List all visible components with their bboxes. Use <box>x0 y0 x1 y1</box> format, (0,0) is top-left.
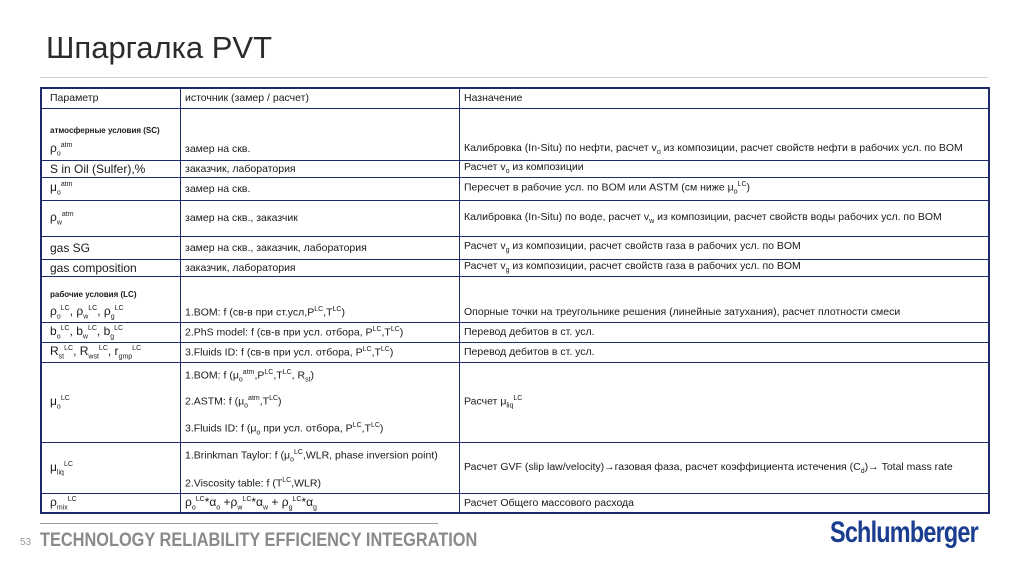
footer-slogan: TECHNOLOGY RELIABILITY EFFICIENCY INTEGRATION <box>40 530 478 551</box>
table-row <box>41 259 989 276</box>
source-cell: заказчик, лаборатория <box>181 259 460 276</box>
purpose-cell: Расчет $v_g$ из композиции, расчет свойств газа в рабочих усл. по BOM <box>460 236 990 259</box>
schlumberger-logo: Schlumberger <box>830 516 978 549</box>
source-cell: $\rho_o^{LC}*\alpha_o +\rho_w^{LC}*\alpha_w + \rho_g^{LC}*\alpha_g$ <box>181 494 460 513</box>
param-rho-mix-lc: $\rho_{mix}^{LC}$ <box>41 494 181 513</box>
title-divider <box>40 77 988 78</box>
header-purpose: Назначение <box>460 88 990 108</box>
source-cell: замер на скв. <box>181 138 460 160</box>
purpose-cell: Расчет $v_o$ из композиции <box>460 160 990 177</box>
param-r-lc: $R_{st}^{LC}$, $R_{wst}^{LC}$, $r_{gmp}^{LC}$ <box>41 342 181 362</box>
page-title: Шпаргалка PVT <box>46 30 273 65</box>
section-lc-label: рабочие условия (LC) <box>50 290 137 299</box>
section-sc-label: атмосферные условия (SC) <box>50 126 160 135</box>
param-rho-w-atm: $\rho_w^{atm}$ <box>41 200 181 236</box>
source-cell: 1.Brinkman Taylor: f ($\mu_o^{LC},WLR$, phase inversion point) 2.Viscosity table: f $(T^{LC},WLR)$ <box>181 443 460 494</box>
purpose-cell: Опорные точки на треугольнике решения (линейные затухания), расчет плотности смеси <box>460 302 990 322</box>
table-row <box>41 362 989 443</box>
table-row <box>41 302 989 322</box>
table-header-row <box>41 88 989 108</box>
purpose-cell: Калибровка (In-Situ) по нефти, расчет $v_o$ из композиции, расчет свойств нефти в рабочих усл. по BOM <box>460 138 990 160</box>
param-gas-composition: gas composition <box>41 259 181 276</box>
purpose-cell: Расчет $\mu_{liq}^{LC}$ <box>460 362 990 443</box>
header-source: источник (замер / расчет) <box>181 88 460 108</box>
source-cell: заказчик, лаборатория <box>181 160 460 177</box>
purpose-cell: Расчет GVF (slip law/velocity)→газовая фаза, расчет коэффициента истечения $(C_d)\to$ Total mass rate <box>460 443 990 494</box>
param-b-lc: $b_o^{LC}$, $b_w^{LC}$, $b_g^{LC}$ <box>41 322 181 342</box>
source-cell: замер на скв. <box>181 177 460 200</box>
footer-divider <box>40 523 438 524</box>
section-row-lc <box>41 276 989 302</box>
param-mu-o-atm: $\mu_o^{atm}$ <box>41 177 181 200</box>
table-row <box>41 494 989 513</box>
pvt-table <box>40 87 990 514</box>
table-row <box>41 138 989 160</box>
source-cell: 3.Fluids ID: f (св-в при усл. отбора, $P^{LC},T^{LC}$) <box>181 342 460 362</box>
param-rho-o-atm: $\rho_o^{atm}$ <box>41 138 181 160</box>
purpose-cell: Перевод дебитов в ст. усл. <box>460 342 990 362</box>
purpose-cell: Калибровка (In-Situ) по воде, расчет $v_w$ из композиции, расчет свойств воды рабочих усл. по BOM <box>460 200 990 236</box>
table-row <box>41 236 989 259</box>
purpose-cell: Пересчет в рабочие усл. по BOM или ASTM (см ниже $\mu_o^{LC}$) <box>460 177 990 200</box>
table-row <box>41 200 989 236</box>
param-sulfur: S in Oil (Sulfer),% <box>41 160 181 177</box>
param-mu-o-lc: $\mu_o^{LC}$ <box>41 362 181 443</box>
header-param: Параметр <box>41 88 181 108</box>
purpose-cell: Расчет Общего массового расхода <box>460 494 990 513</box>
source-cell: замер на скв., заказчик <box>181 200 460 236</box>
table-row <box>41 177 989 200</box>
param-gas-sg: gas SG <box>41 236 181 259</box>
section-row-sc <box>41 108 989 138</box>
table-row <box>41 342 989 362</box>
param-rho-lc: $\rho_o^{LC}$, $\rho_w^{LC}$, $\rho_g^{LC}$ <box>41 302 181 322</box>
source-cell: 1.BOM: f (св-в при $ст.усл,P^{LC},T^{LC}$) <box>181 302 460 322</box>
source-cell: 2.PhS model: f (св-в при усл. отбора, $P^{LC},T^{LC}$) <box>181 322 460 342</box>
purpose-cell: Перевод дебитов в ст. усл. <box>460 322 990 342</box>
source-cell: 1.BOM: f ($\mu_o^{atm},P^{LC},T^{LC}$, $R_{st}$) 2.ASTM: f $(\mu_o^{atm},T^{LC})$ 3.Fluids ID: f ($\mu_o$ при усл. отбора, $P^{LC},T^{LC}$) <box>181 362 460 443</box>
param-mu-liq-lc: $\mu_{liq}^{LC}$ <box>41 443 181 494</box>
page-number: 53 <box>20 537 32 548</box>
purpose-cell: Расчет $v_g$ из композиции, расчет свойств газа в рабочих усл. по BOM <box>460 259 990 276</box>
table-row <box>41 160 989 177</box>
table-row <box>41 443 989 494</box>
table-row <box>41 322 989 342</box>
source-cell: замер на скв., заказчик, лаборатория <box>181 236 460 259</box>
